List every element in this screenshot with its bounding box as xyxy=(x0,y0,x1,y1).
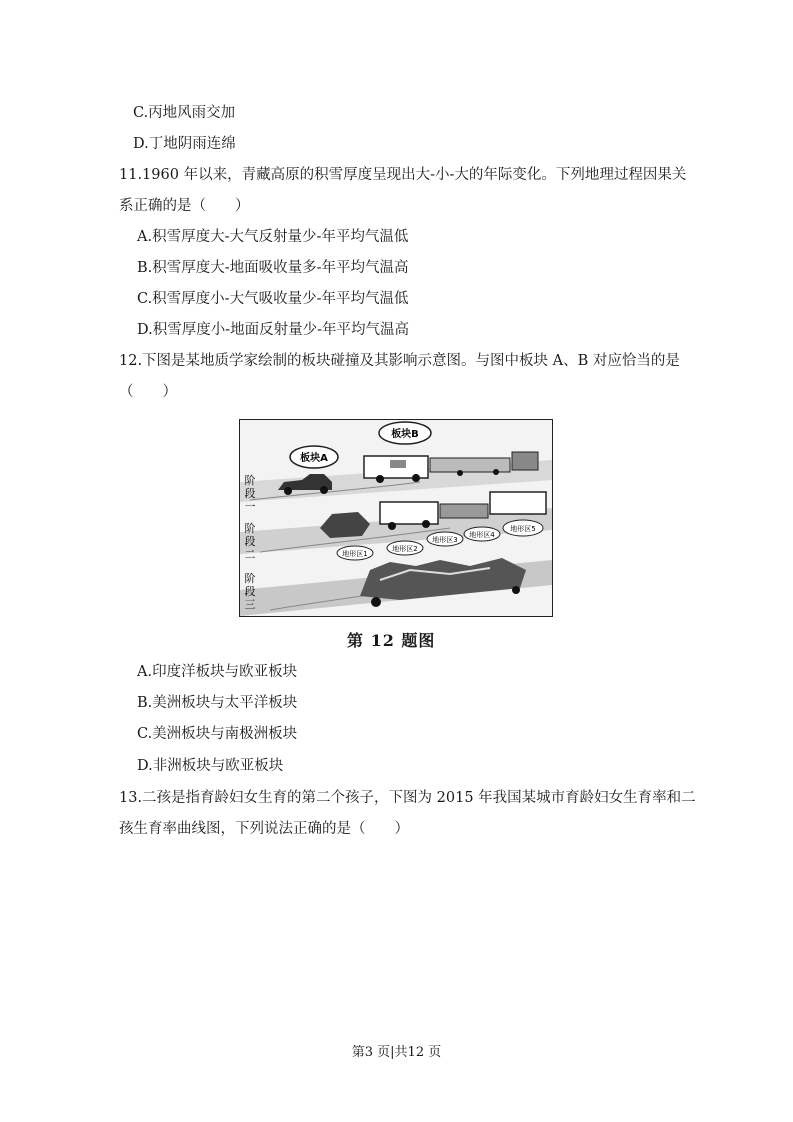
plate-collision-illustration xyxy=(240,420,552,616)
stage-2-char: 段 xyxy=(244,535,256,548)
q10-option-c: C.丙地风雨交加 xyxy=(133,105,236,121)
q11-stem-line1: 11.1960 年以来，青藏高原的积雪厚度呈现出大-小-大的年际变化。下列地理过程因果关 xyxy=(119,167,687,183)
q10-option-d: D.丁地阴雨连绵 xyxy=(133,136,236,152)
q12-stem-line1: 12.下图是某地质学家绘制的板块碰撞及其影响示意图。与图中板块 A、B 对应恰当的是 xyxy=(119,353,680,369)
q12-option-d: D.非洲板块与欧亚板块 xyxy=(137,758,284,774)
landform-1-label: 地形区1 xyxy=(342,550,368,558)
q13-stem-line1: 13.二孩是指育龄妇女生育的第二个孩子，下图为 2015 年我国某城市育龄妇女生育率和二 xyxy=(119,790,696,806)
q12-option-c: C.美洲板块与南极洲板块 xyxy=(137,726,298,742)
stage-3-char: 段 xyxy=(244,585,256,598)
stage-1-char: 一 xyxy=(244,500,256,513)
stage-2-char: 阶 xyxy=(244,522,256,535)
q12-option-b: B.美洲板块与太平洋板块 xyxy=(137,695,298,711)
landform-2-label: 地形区2 xyxy=(392,545,418,553)
stage-3-char: 阶 xyxy=(244,572,256,585)
stage-2-char: 二 xyxy=(244,548,256,561)
plate-b-label: 板块B xyxy=(391,429,419,440)
q12-option-a: A.印度洋板块与欧亚板块 xyxy=(137,664,298,680)
page-footer: 第3 页|共12 页 xyxy=(351,1045,442,1060)
plate-collision-figure xyxy=(239,419,553,617)
plate-a-label: 板块A xyxy=(300,453,328,464)
q13-stem-line2: 孩生育率曲线图，下列说法正确的是（ ） xyxy=(119,821,409,837)
landform-4-label: 地形区4 xyxy=(469,531,495,539)
q11-option-b: B.积雪厚度大-地面吸收量多-年平均气温高 xyxy=(137,260,409,276)
q12-stem-line2: （ ） xyxy=(119,384,177,400)
stage-1-char: 段 xyxy=(244,487,256,500)
q11-option-d: D.积雪厚度小-地面反射量少-年平均气温高 xyxy=(137,322,410,338)
landform-3-label: 地形区3 xyxy=(432,536,458,544)
landform-5-label: 地形区5 xyxy=(510,525,536,533)
stage-3-label xyxy=(245,572,256,611)
stage-1-char: 阶 xyxy=(244,474,256,487)
stage-3-char: 三 xyxy=(244,598,256,611)
q11-option-c: C.积雪厚度小-大气吸收量少-年平均气温低 xyxy=(137,291,409,307)
figure-caption: 第 12 题图 xyxy=(347,631,436,650)
q11-option-a: A.积雪厚度大-大气反射量少-年平均气温低 xyxy=(137,229,409,245)
q11-stem-line2: 系正确的是（ ） xyxy=(119,198,250,214)
stage-1-label xyxy=(245,474,256,513)
stage-2-label xyxy=(245,522,256,561)
